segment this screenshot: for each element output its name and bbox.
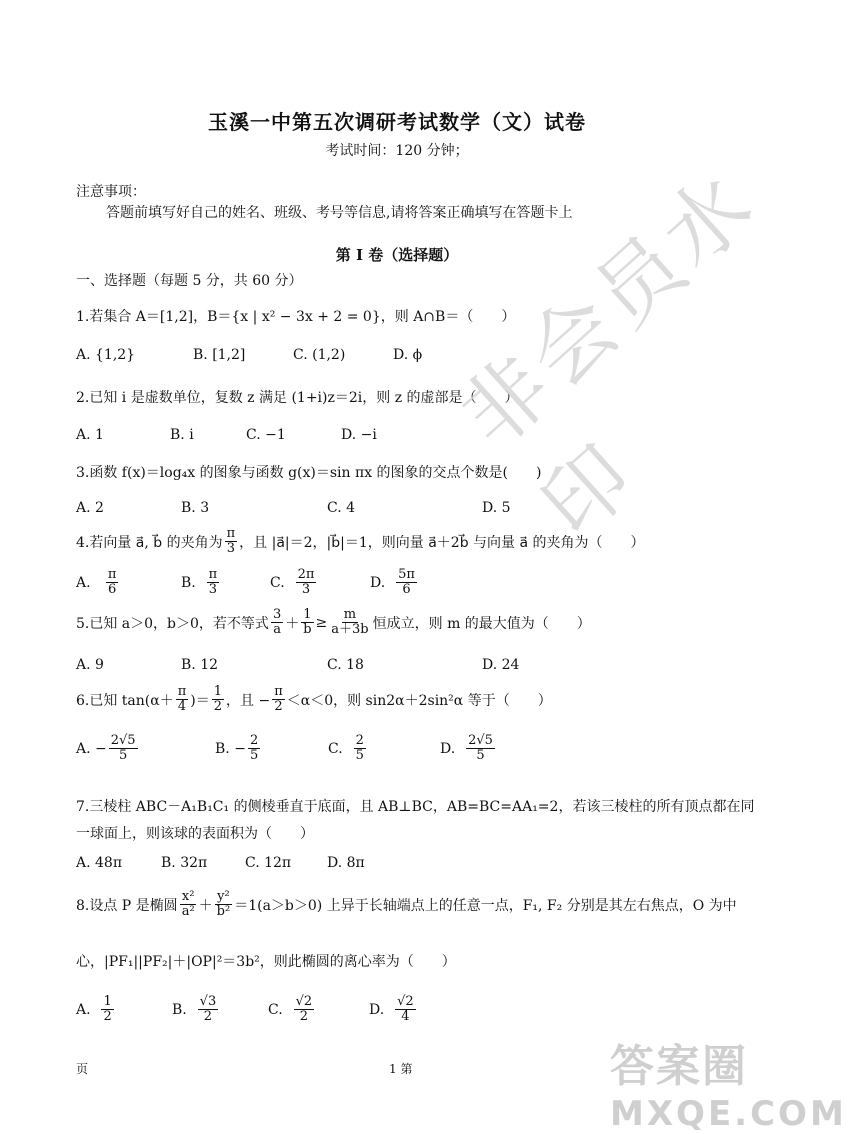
q5-option-d: D. 24 — [482, 657, 520, 673]
logo-en: MXQE.COM — [610, 1094, 847, 1134]
q1-option-d: D. ϕ — [393, 347, 423, 363]
q4-stem-b: ，且 |a⃗|＝2，|b⃗|＝1，则向量 a⃗＋2b⃗ 与向量 a⃗ 的夹角为（ ） — [239, 534, 645, 551]
q6-option-a: A. − $\frac{2√5}{5}$ — [76, 733, 136, 764]
q3-option-d: D. 5 — [482, 500, 511, 516]
q2-option-a: A. 1 — [76, 427, 104, 443]
q3-option-b: B. 3 — [181, 500, 210, 516]
q1-option-c: C. (1,2) — [293, 347, 346, 363]
question-8-cont: 心，|PF₁||PF₂|＋|OP|²＝3b²，则此椭圆的离心率为（ ） — [76, 954, 456, 970]
q5-option-c: C. 18 — [327, 657, 364, 673]
q4-option-c: C. $\frac{2\pi}{3}$ — [270, 567, 315, 598]
q4-option-b: B. $\frac{\pi}{3}$ — [181, 567, 218, 598]
q2-option-d: D. −i — [341, 427, 377, 443]
q7-option-a: A. 48π — [76, 855, 123, 871]
q8-option-c: C. $\frac{√2}{2}$ — [268, 994, 313, 1025]
q4-angle-fraction: $\frac{\pi}{3}$ — [226, 526, 236, 557]
q7-option-c: C. 12π — [245, 855, 292, 871]
q8-option-d: D. $\frac{√2}{4}$ — [369, 994, 414, 1025]
page-number: 1 第 — [389, 1062, 413, 1076]
question-3: 3.函数 f(x)＝log₄x 的图象与函数 g(x)＝sin πx 的图象的交点个数是( ) — [76, 465, 542, 481]
q4-option-d: D. $\frac{5\pi}{6}$ — [370, 567, 415, 598]
page-title: 玉溪一中第五次调研考试数学（文）试卷 — [208, 110, 586, 134]
q6-option-c: C. $\frac{2}{5}$ — [328, 733, 364, 764]
q8-option-a: A. $\frac{1}{2}$ — [76, 994, 112, 1025]
q6-option-b: B. − $\frac{2}{5}$ — [215, 733, 259, 764]
q5-option-b: B. 12 — [181, 657, 219, 673]
question-7: 7.三棱柱 ABC－A₁B₁C₁ 的侧棱垂直于底面，且 AB⊥BC，AB=BC=AA₁=2，若该三棱柱的所有顶点都在同 — [76, 799, 755, 815]
q8-option-b: B. $\frac{√3}{2}$ — [172, 994, 217, 1025]
q1-option-a: A. {1,2} — [76, 347, 136, 363]
q4-stem-a: 4.若向量 a⃗, b⃗ 的夹角为 — [76, 534, 223, 551]
q4-option-a: A. $\frac{\pi}{6}$ — [76, 567, 117, 598]
q2-option-c: C. −1 — [246, 427, 286, 443]
q7-option-d: D. 8π — [327, 855, 365, 871]
site-logo — [610, 1030, 847, 1134]
section-title: 第 I 卷（选择题） — [335, 246, 459, 264]
q1-option-b: B. [1,2] — [193, 347, 246, 363]
question-6: 6.已知 tan(α＋ $\frac{\pi}{4}$ )＝ $\frac{1}{2}$ ，且 − $\frac{\pi}{2}$ ＜α＜0，则 sin2α＋2sin²α 等于（ ） — [76, 684, 552, 715]
q5-option-a: A. 9 — [76, 657, 104, 673]
question-5: 5.已知 a＞0，b＞0，若不等式 $\frac{3}{a}$ ＋ $\frac{1}{b}$ ≥ $\frac{m}{a+3b}$ 恒成立，则 m 的最大值为（ ） — [76, 607, 591, 638]
question-1: 1.若集合 A＝[1,2]，B＝{x | x² − 3x + 2 = 0}，则 A∩B＝（ ） — [76, 309, 516, 325]
footer-left: 页 — [76, 1062, 89, 1076]
watermark: 非会员水印 — [442, 152, 776, 557]
notice-text: 答题前填写好自己的姓名、班级、考号等信息,请将答案正确填写在答题卡上 — [106, 205, 573, 221]
q3-option-a: A. 2 — [76, 500, 104, 516]
question-2: 2.已知 i 是虚数单位，复数 z 满足 (1+i)z＝2i，则 z 的虚部是（ ） — [76, 390, 519, 406]
q6-option-d: D. $\frac{2√5}{5}$ — [440, 733, 493, 764]
part-heading: 一、选择题（每题 5 分，共 60 分） — [76, 273, 303, 289]
notice-heading: 注意事项： — [76, 184, 146, 200]
q2-option-b: B. i — [170, 427, 194, 443]
q3-option-c: C. 4 — [327, 500, 356, 516]
exam-duration: 考试时间：120 分钟； — [325, 143, 469, 159]
question-4 — [76, 527, 645, 557]
question-8: 8.设点 P 是椭圆 $\frac{\text{x²}}{\text{a²}}$ ＋ $\frac{\text{y²}}{\text{b²}}$ ＝1(a＞b＞0) 上异于长轴端点上的任意一点，F₁, F₂ 分别是其左右焦点，O 为中 — [76, 889, 737, 920]
q7-option-b: B. 32π — [161, 855, 208, 871]
logo-cn: 答案圈 — [610, 1041, 748, 1092]
question-7-cont: 一球面上，则该球的表面积为（ ） — [76, 826, 314, 842]
